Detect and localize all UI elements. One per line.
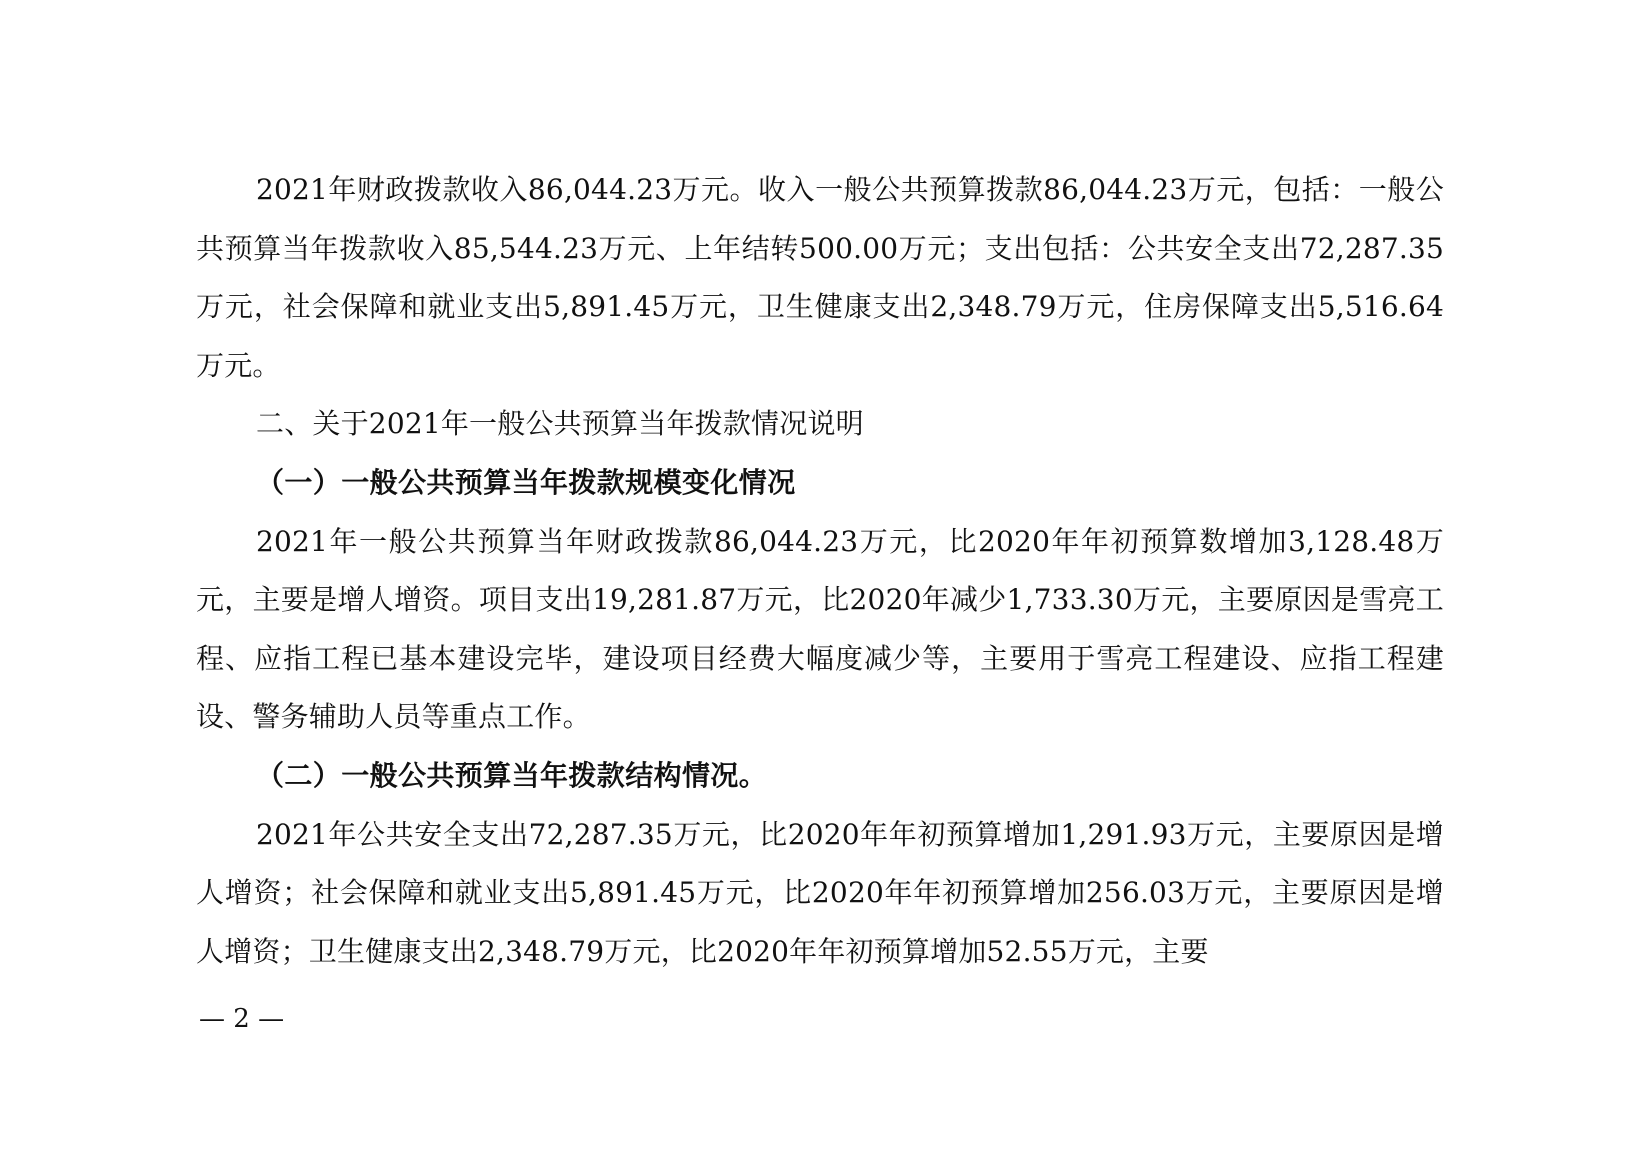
section-heading-general-budget: 二、关于2021年一般公共预算当年拨款情况说明 [256, 407, 864, 441]
page-number-footer: — 2 — [199, 1004, 285, 1034]
subheading-scale-change: （一）一般公共预算当年拨款规模变化情况 [256, 465, 796, 499]
paragraph-structure-detail: 2021年公共安全支出72,287.35万元，比2020年年初预算增加1,291.93万元，主要原因是增人增资；社会保障和就业支出5,891.45万元，比2020年年初预算增加256.03万元，主要原因是增人增资；卫生健康支出2,348.79万元，比2020年年初预算增加52.55万元，主要 [196, 817, 1444, 968]
paragraph-financial-income-summary: 2021年财政拨款收入86,044.23万元。收入一般公共预算拨款86,044.23万元，包括：一般公共预算当年拨款收入85,544.23万元、上年结转500.00万元；支出包括：公共安全支出72,287.35万元，社会保障和就业支出5,891.45万元，卫生健康支出2,348.79万元，住房保障支出5,516.64万元。 [196, 173, 1444, 382]
document-body [196, 161, 1444, 981]
subheading-structure: （二）一般公共预算当年拨款结构情况。 [256, 758, 768, 792]
paragraph-scale-change-detail: 2021年一般公共预算当年财政拨款86,044.23万元，比2020年年初预算数增加3,128.48万元，主要是增人增资。项目支出19,281.87万元，比2020年减少1,733.30万元，主要原因是雪亮工程、应指工程已基本建设完毕，建设项目经费大幅度减少等，主要用于雪亮工程建设、应指工程建设、警务辅助人员等重点工作。 [196, 524, 1444, 734]
